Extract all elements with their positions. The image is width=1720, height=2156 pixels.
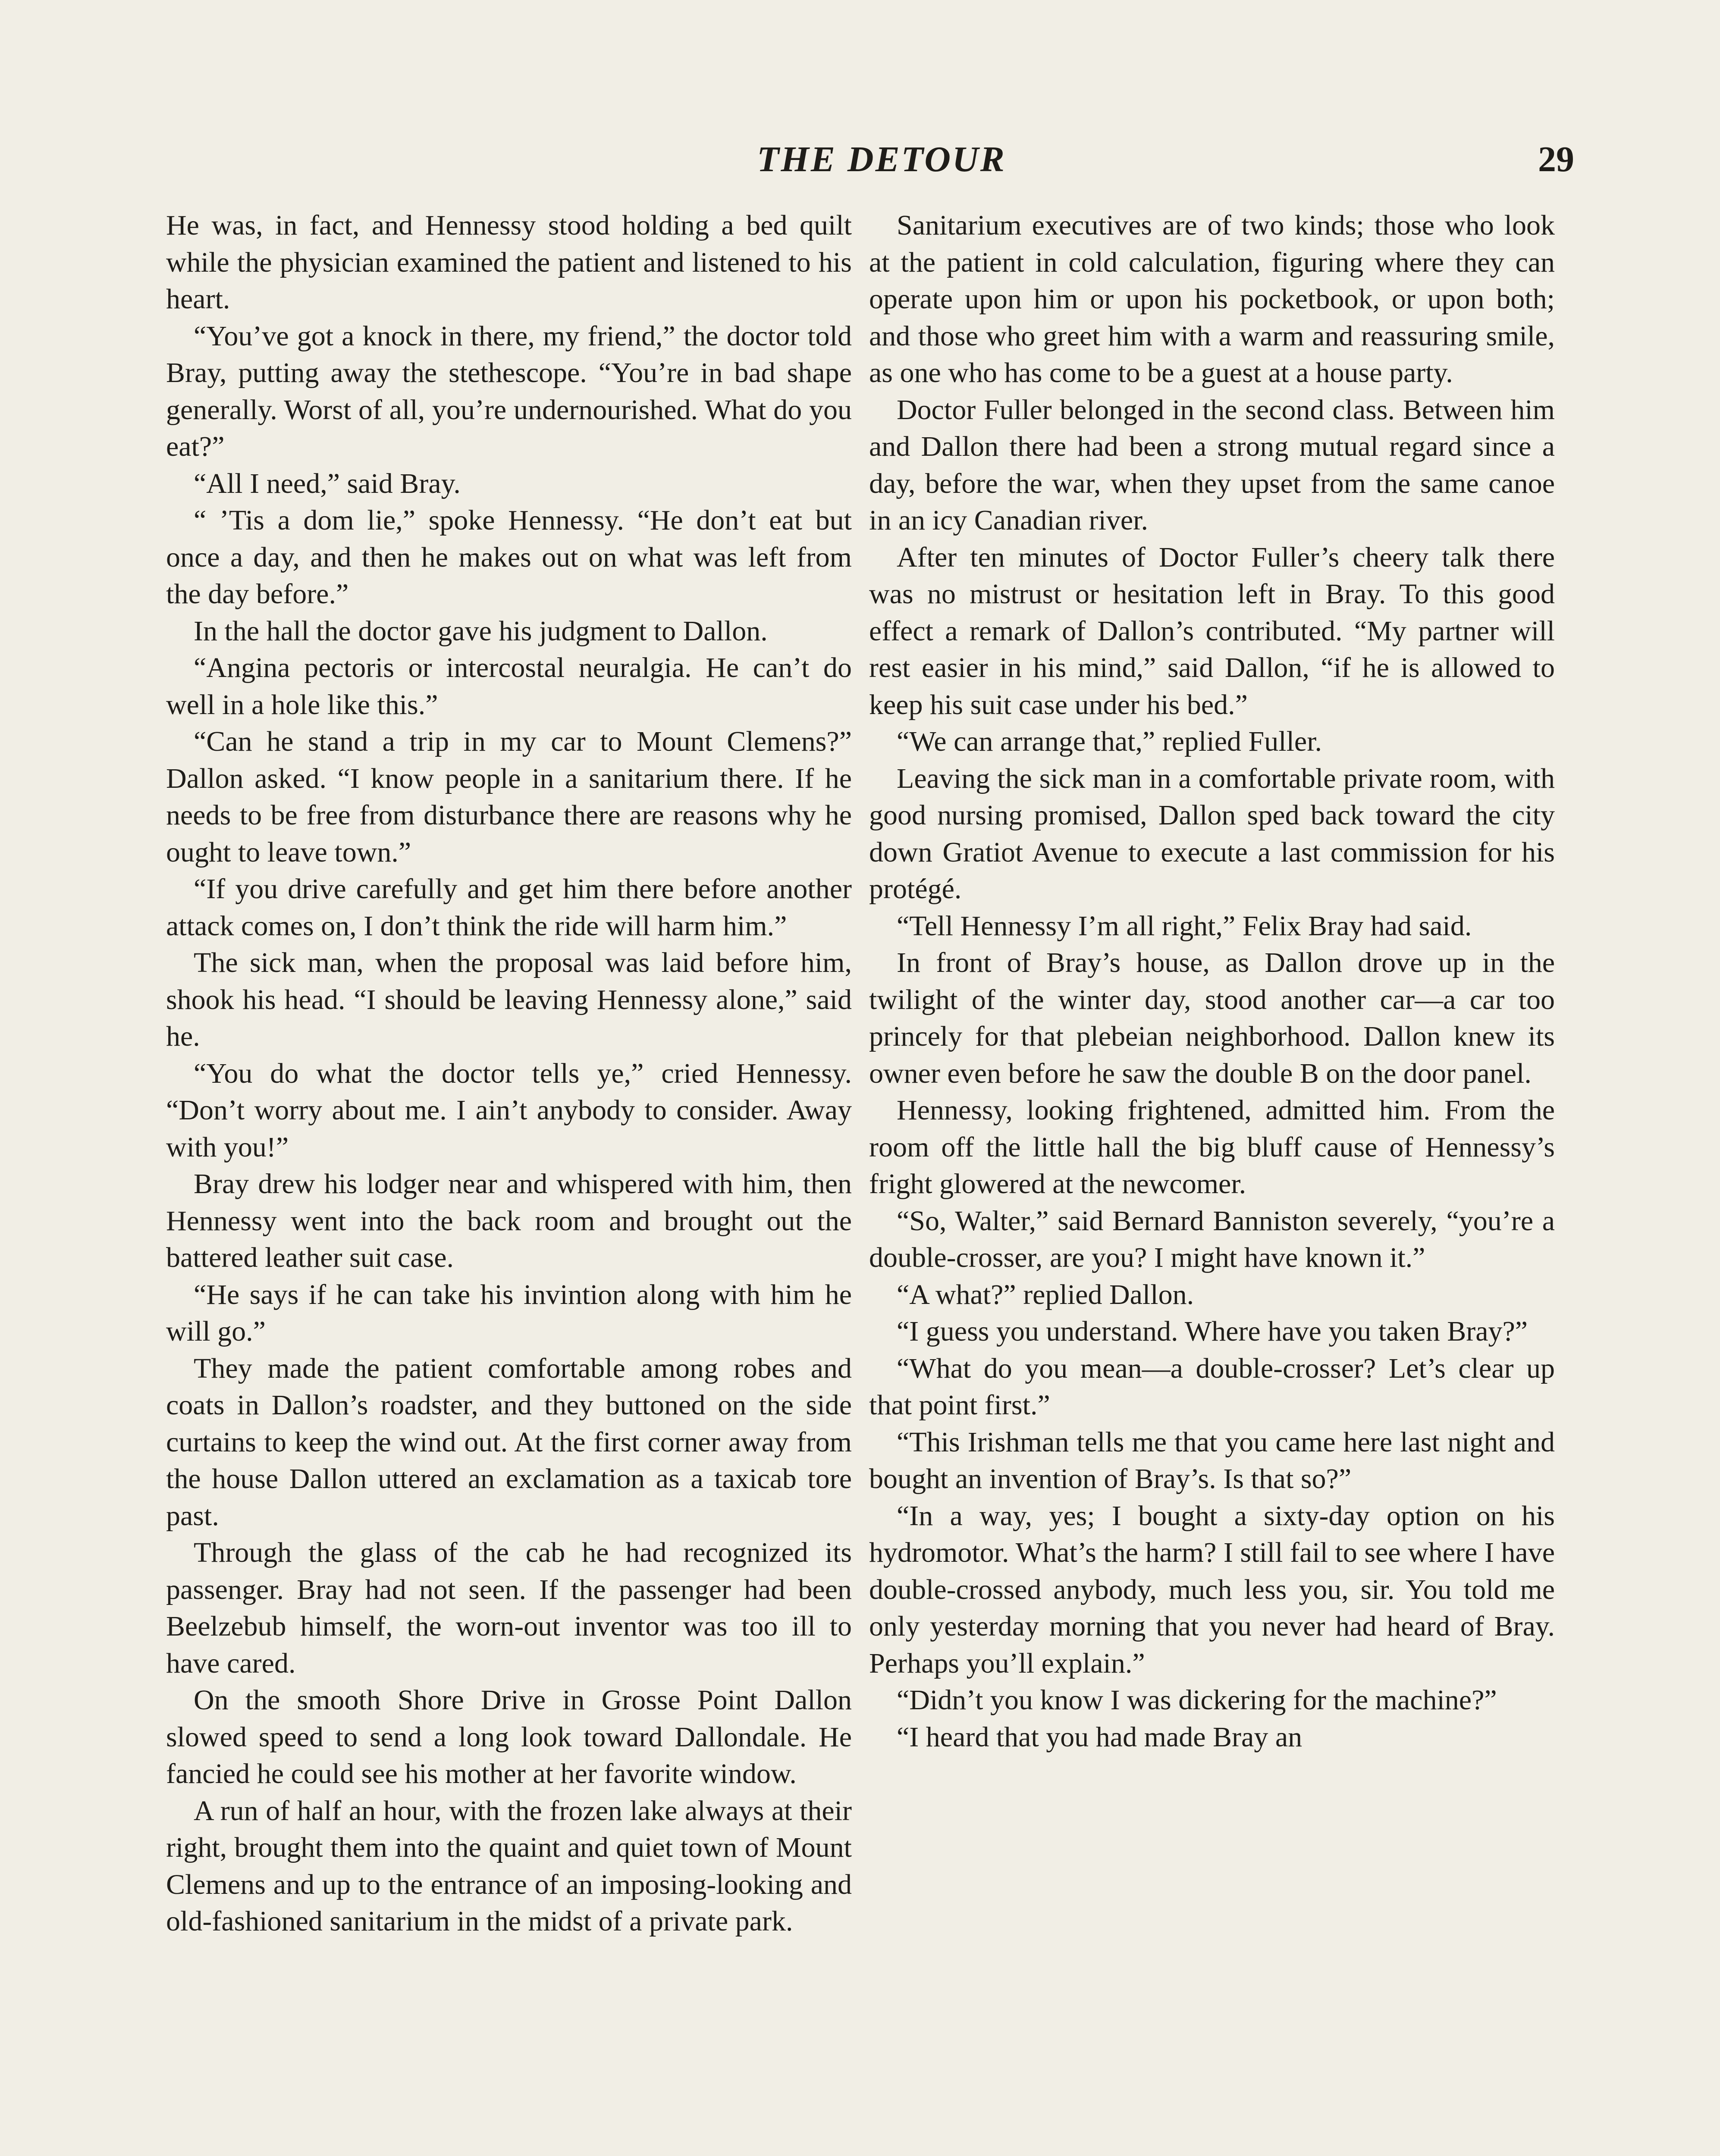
paragraph: Sanitarium executives are of two kinds; those who look at the patient in cold calculation, figuring where they can operate upon him or upon his pocketbook, or upon both; and those who greet him with a warm and reassuring smile, as one who has come to be a guest at a house party.	[869, 210, 1555, 389]
paragraph: “All I need,” said Bray.	[194, 467, 461, 499]
paragraph: On the smooth Shore Drive in Grosse Point Dallon slowed speed to send a long look toward Dallondale. He fancied he could see his mother at her favorite window.	[166, 1684, 852, 1789]
paragraph: Hennessy, looking frightened, admitted him. From the room off the little hall the big bluff cause of Hennessy’s fright glowered at the newcomer.	[869, 1094, 1555, 1200]
paragraph: Doctor Fuller belonged in the second class. Between him and Dallon there had been a strong mutual regard since a day, before the war, when they upset from the same canoe in an icy Canadian river.	[869, 394, 1555, 536]
paragraph: “This Irishman tells me that you came here last night and bought an invention of Bray’s. Is that so?”	[869, 1426, 1555, 1495]
paragraph: “ ’Tis a dom lie,” spoke Hennessy. “He don’t eat but once a day, and then he makes out on what was left from the day before.”	[166, 505, 852, 610]
paragraph: “I heard that you had made Bray an	[897, 1721, 1303, 1753]
paragraph: Leaving the sick man in a comfortable private room, with good nursing promised, Dallon sped back toward the city down Gratiot Avenue to execute a last commission for his protégé.	[869, 762, 1555, 905]
paragraph: “A what?” replied Dallon.	[897, 1279, 1194, 1310]
paragraph: “Didn’t you know I was dickering for the machine?”	[897, 1684, 1497, 1716]
paragraph: “If you drive carefully and get him there before another attack comes on, I don’t think the ride will harm him.”	[166, 873, 852, 942]
paragraph: “He says if he can take his invintion along with him he will go.”	[166, 1279, 852, 1347]
paragraph: “You do what the doctor tells ye,” cried Hennessy. “Don’t worry about me. I ain’t anybody to consider. Away with you!”	[166, 1057, 852, 1163]
paragraph: Bray drew his lodger near and whispered with him, then Hennessy went into the back room and brought out the battered leather suit case.	[166, 1168, 852, 1273]
paragraph: “What do you mean—a double-crosser? Let’s clear up that point first.”	[869, 1352, 1555, 1421]
paragraph: After ten minutes of Doctor Fuller’s cheery talk there was no mistrust or hesitation left in Bray. To this good effect a remark of Dallon’s contributed. “My partner will rest easier in his mind,” said Dallon, “if he is allowed to keep his suit case under his bed.”	[869, 541, 1555, 721]
left-column	[166, 207, 852, 2156]
running-header	[0, 129, 1720, 190]
page-number: 29	[1538, 139, 1574, 179]
paragraph: “Can he stand a trip in my car to Mount Clemens?” Dallon asked. “I know people in a sanitarium there. If he needs to be free from disturbance there are reasons why he ought to leave town.”	[166, 726, 852, 868]
paragraph: In front of Bray’s house, as Dallon drove up in the twilight of the winter day, stood another car—a car too princely for that plebeian neighborhood. Dallon knew its owner even before he saw the double B on the door panel.	[869, 947, 1555, 1089]
paragraph: “In a way, yes; I bought a sixty-day option on his hydromotor. What’s the harm? I still fail to see where I have double-crossed anybody, much less you, sir. You told me only yesterday morning that you never had heard of Bray. Perhaps you’ll explain.”	[869, 1500, 1555, 1679]
paragraph: The sick man, when the proposal was laid before him, shook his head. “I should be leaving Hennessy alone,” said he.	[166, 947, 852, 1052]
right-column	[869, 207, 1555, 2156]
paragraph: “So, Walter,” said Bernard Banniston severely, “you’re a double-crosser, are you? I might have known it.”	[869, 1205, 1555, 1273]
paragraph: A run of half an hour, with the frozen lake always at their right, brought them into the quaint and quiet town of Mount Clemens and up to the entrance of an imposing-looking and old-fashioned sanitarium in the midst of a private park.	[166, 1795, 852, 1937]
paragraph: “Tell Hennessy I’m all right,” Felix Bray had said.	[897, 910, 1472, 942]
paragraph: He was, in fact, and Hennessy stood holding a bed quilt while the physician examined the patient and listened to his heart.	[166, 210, 852, 315]
paragraph: In the hall the doctor gave his judgment to Dallon.	[194, 615, 768, 647]
paragraph: They made the patient comfortable among robes and coats in Dallon’s roadster, and they buttoned on the side curtains to keep the wind out. At the first corner away from the house Dallon uttered an exclamation as a taxicab tore past.	[166, 1352, 852, 1532]
paragraph: “You’ve got a knock in there, my friend,” the doctor told Bray, putting away the stethescope. “You’re in bad shape generally. Worst of all, you’re undernourished. What do you eat?”	[166, 320, 852, 462]
paragraph: “I guess you understand. Where have you taken Bray?”	[897, 1316, 1528, 1347]
running-title: THE DETOUR	[757, 139, 1006, 179]
paragraph: “Angina pectoris or intercostal neuralgia. He can’t do well in a hole like this.”	[166, 652, 852, 721]
paragraph: “We can arrange that,” replied Fuller.	[897, 726, 1322, 757]
paragraph: Through the glass of the cab he had recognized its passenger. Bray had not seen. If the passenger had been Beelzebub himself, the worn-out inventor was too ill to have cared.	[166, 1537, 852, 1679]
